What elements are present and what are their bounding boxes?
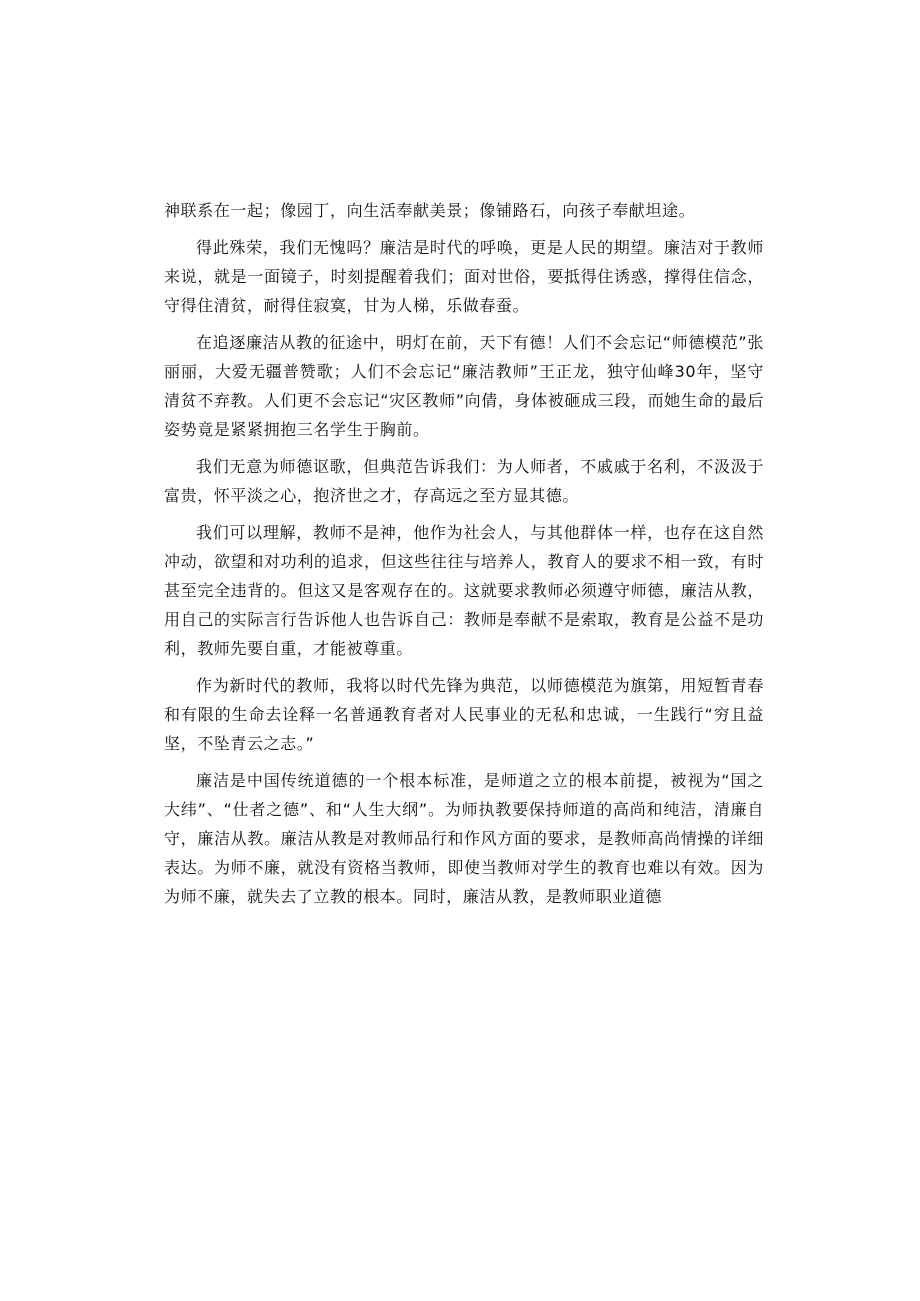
paragraph-4: 我们无意为师德讴歌，但典范告诉我们：为人师者，不戚戚于名利，不汲汲于富贵，怀平淡之心，抱济世之才，存高远之至方显其德。 [164,457,764,505]
paragraph-5: 我们可以理解，教师不是神，他作为社会人，与其他群体一样，也存在这自然冲动，欲望和对功利的追求，但这些往往与培养人，教育人的要求不相一致，有时甚至完全违背的。但这又是客观存在的。这就要求教师必须遵守师德，廉洁从教，用自己的实际言行告诉他人也告诉自己：教师是奉献不是索取，教育是公益不是功利，教师先要自重，才能被尊重。 [164,523,764,658]
paragraph-3: 在追逐廉洁从教的征途中，明灯在前，天下有德！人们不会忘记“师德模范”张丽丽，大爱无疆普赞歌；人们不会忘记“廉洁教师”王正龙，独守仙峰30年，坚守清贫不弃教。人们更不会忘记“灾区教师”向倩，身体被砸成三段，而她生命的最后姿势竟是紧紧拥抱三名学生于胸前。 [164,333,764,439]
paragraph-7: 廉洁是中国传统道德的一个根本标准，是师道之立的根本前提，被视为“国之大纬”、“仕者之德”、和“人生大纲”。为师执教要保持师道的高尚和纯洁，清廉自守，廉洁从教。廉洁从教是对教师品行和作风方面的要求，是教师高尚情操的详细表达。为师不廉，就没有资格当教师，即使当教师对学生的教育也难以有效。因为为师不廉，就失去了立教的根本。同时，廉洁从教，是教师职业道德 [164,771,764,906]
document-body [164,196,764,911]
paragraph-6: 作为新时代的教师，我将以时代先锋为典范，以师德模范为旗第，用短暂青春和有限的生命去诠释一名普通教育者对人民事业的无私和忠诚，一生践行“穷且益坚，不坠青云之志。” [164,676,764,753]
paragraph-1: 神联系在一起；像园丁，向生活奉献美景；像铺路石，向孩子奉献坦途。 [164,201,696,220]
paragraph-2: 得此殊荣，我们无愧吗？廉洁是时代的呼唤，更是人民的期望。廉洁对于教师来说，就是一面镜子，时刻提醒着我们；面对世俗，要抵得住诱惑，撑得住信念，守得住清贫，耐得住寂寞，甘为人梯，乐做春蚕。 [164,238,764,315]
